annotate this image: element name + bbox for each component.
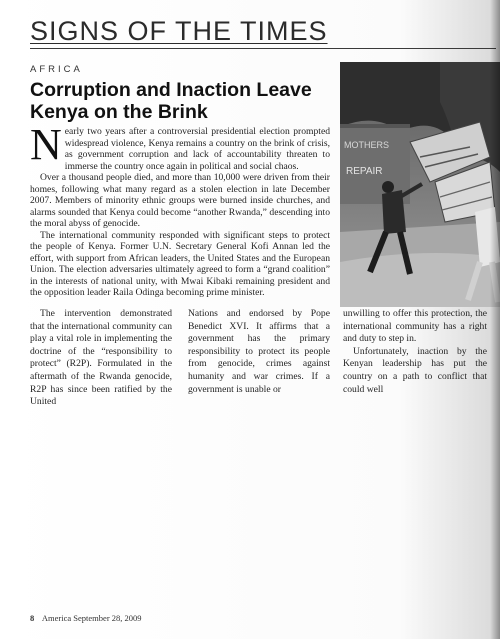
article-intro [30,120,330,299]
publication-name: America [41,613,72,623]
column-2 [188,308,330,396]
page-edge-shadow [490,0,500,639]
paragraph-3: The international community responded with significant steps to protect the people of Kenya. Former U.N. Secretary General Kofi Annan led the effort, with support from African leaders, the United States and the European Union. The election adversaries ultimately agreed to form a “grand coalition” in the interests of national unity, with Mwai Kibaki remaining president and the opposition leader Raila Odinga becoming prime minister. [30,229,330,298]
sign-text-1: MOTHERS [344,140,389,150]
paragraph-1: early two years after a controversial presidential election prompted widespread violence, Kenya remains a country on the brink of crisis, as government corruption and lack of accountability threaten to immerse the country once again in political and social chaos. [64,126,330,172]
drop-cap: N [30,120,62,169]
column-3 [343,308,487,396]
page-footer [30,613,142,623]
page-number: 8 [30,613,35,623]
column-3-text-a: unwilling to offer this protection, the international community has a right and duty to step in. [343,308,487,345]
column-1 [30,308,172,409]
issue-date: September 28, 2009 [73,613,142,623]
column-3-text-b: Unfortunately, inaction by the Kenyan leadership has put the country on a path to conflict that could well [343,345,487,395]
masthead-title: SIGNS OF THE TIMES [30,16,328,46]
section-label: AFRICA [30,64,83,75]
article-headline: Corruption and Inaction Leave Kenya on the Brink [30,79,312,123]
paragraph-2: Over a thousand people died, and more than 10,000 were driven from their homes, following what many regard as a stolen election in late December 2007. Members of minority ethnic groups were burned inside churches, and alarms sounded that Kenya could become “another Rwanda,” descending into the moral abyss of genocide. [30,172,330,229]
news-photo [340,62,500,307]
masthead-rule [30,48,496,49]
column-2-text: Nations and endorsed by Pope Benedict XVI. It affirms that a government has the primary responsibility to protect its people from genocide, crimes against humanity and war crimes. If a government is unable or [188,308,330,395]
column-1-text: The intervention demonstrated that the international community can play a vital role in implementing the doctrine of the “responsibility to protect” (R2P). Formulated in the aftermath of the Rwanda genocide, R2P has since been ratified by the United [30,308,172,408]
photo-illustration [340,62,500,307]
sign-text-2: REPAIR [346,166,383,177]
